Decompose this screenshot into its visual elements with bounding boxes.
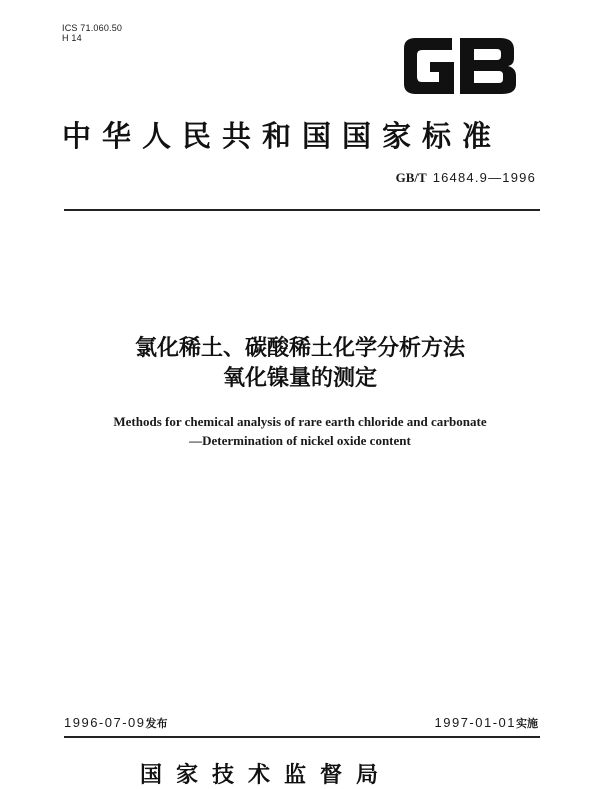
top-divider <box>64 209 540 211</box>
bottom-divider <box>64 736 540 738</box>
implement-date <box>435 715 539 731</box>
implement-label: 实施 <box>516 717 538 730</box>
issue-date <box>64 715 168 731</box>
english-title-line2: —Determination of nickel oxide content <box>189 433 411 448</box>
chinese-title-line1: 氯化稀土、碳酸稀土化学分析方法 <box>134 336 465 361</box>
standard-prefix: GB/T <box>395 170 427 185</box>
classification-code: H 14 <box>62 33 82 43</box>
standard-number-value: 16484.9—1996 <box>432 170 536 185</box>
standard-number <box>396 170 536 186</box>
issuing-authority: 国家技术监督局 <box>140 762 393 788</box>
issue-date-value: 1996-07-09 <box>64 715 146 730</box>
gb-logo <box>400 36 518 96</box>
implement-date-value: 1997-01-01 <box>434 715 516 730</box>
issue-label: 发布 <box>145 717 168 730</box>
english-title-line1: Methods for chemical analysis of rare earth chloride and carbonate <box>113 414 487 429</box>
chinese-title-line2: 氧化镍量的测定 <box>222 366 377 391</box>
ics-code: ICS 71.060.50 <box>62 23 123 33</box>
national-standard-title: 中华人民共和国国家标准 <box>62 119 503 153</box>
